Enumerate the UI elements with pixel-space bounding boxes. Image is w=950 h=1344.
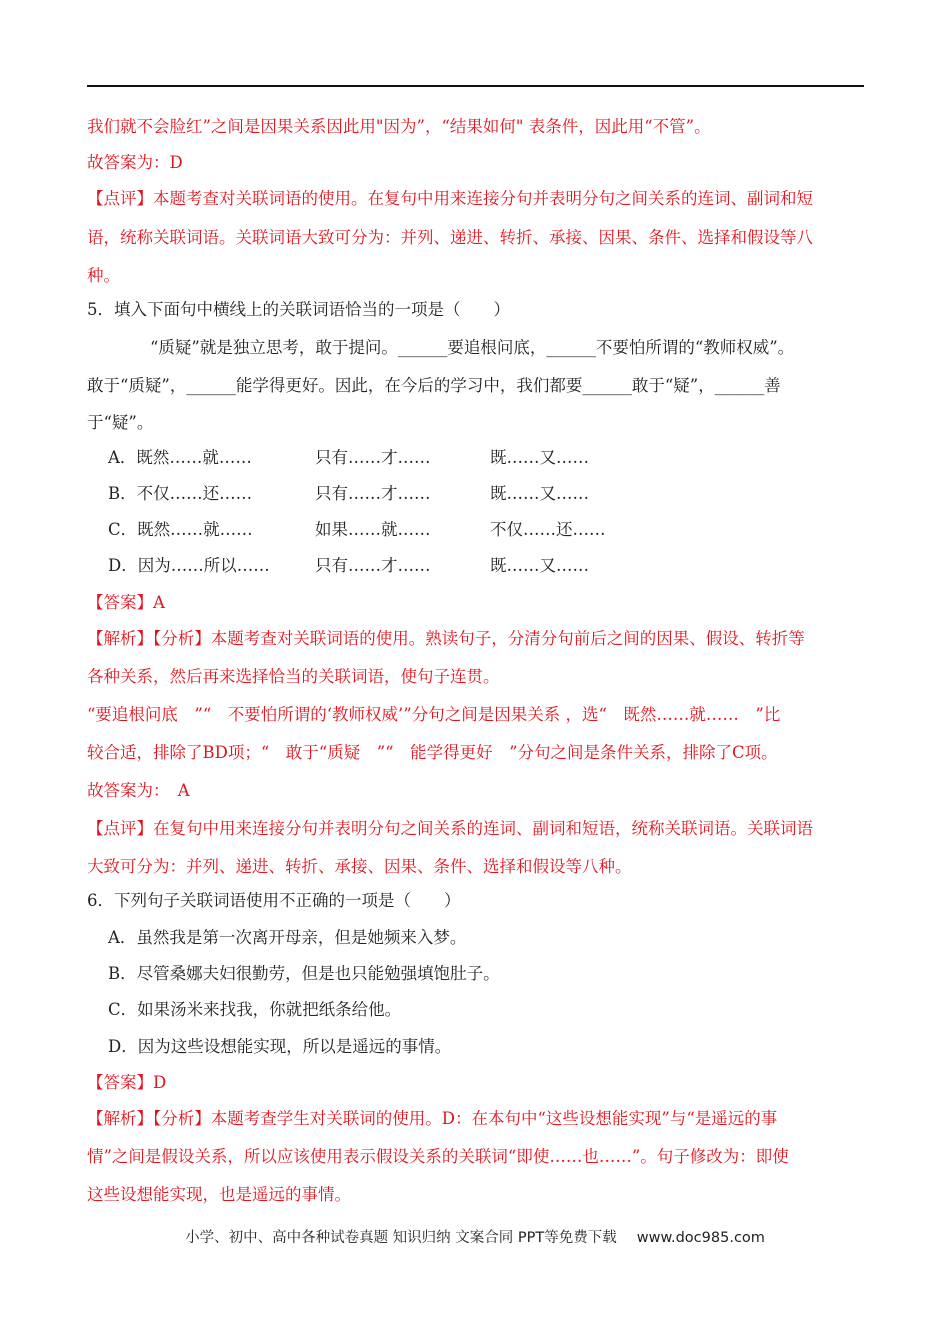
option-c: C．既然……就……: [108, 520, 253, 539]
comment-line: 【点评】在复句中用来连接分句并表明分句之间关系的连词、副词和短语，统称关联词语。关联词语: [87, 819, 813, 838]
analysis-line: 【解析】【分析】本题考查对关联词语的使用。熟读句子，分清分句前后之间的因果、假设、转折等: [87, 629, 805, 648]
option-d: D．因为这些设想能实现，所以是遥远的事情。: [108, 1037, 452, 1056]
option-c-third: 不仅……还……: [490, 520, 606, 539]
header-rule: [87, 85, 864, 87]
option-b: B．不仅……还……: [108, 484, 253, 503]
analysis-line: 较合适，排除了BD项；“ 敢于“质疑 ”“ 能学得更好 ”分句之间是条件关系，排除了C项。: [87, 743, 778, 762]
question-5-passage: 敢于“质疑”，______能学得更好。因此，在今后的学习中，我们都要______敢于“疑”，______善: [87, 376, 781, 395]
footer-text: 小学、初中、高中各种试卷真题 知识归纳 文案合同 PPT等免费下载: [185, 1230, 617, 1246]
analysis-line: “要追根问底 ”“ 不要怕所谓的‘教师权威’”分句之间是因果关系 ，选“ 既然……就…… ”比: [87, 705, 781, 724]
option-a: A．既然……就……: [108, 448, 252, 467]
question-6: 6．下列句子关联词语使用不正确的一项是（ ）: [87, 891, 461, 910]
option-a-third: 既……又……: [490, 448, 589, 467]
option-a: A．虽然我是第一次离开母亲，但是她频来入梦。: [108, 928, 467, 947]
answer-line: 【答案】D: [87, 1073, 167, 1092]
analysis-line: 【解析】【分析】本题考查学生对关联词的使用。D：在本句中“这些设想能实现”与“是遥远的事: [87, 1109, 778, 1128]
question-5-passage: 于“疑”。: [87, 413, 154, 432]
option-d: D．因为……所以……: [108, 556, 270, 575]
answer-line: 【答案】A: [87, 593, 165, 612]
option-c: C．如果汤米来找我，你就把纸条给他。: [108, 1000, 402, 1019]
analysis-line: 情”之间是假设关系，所以应该使用表示假设关系的关联词“即使……也……”。句子修改为：即使: [87, 1147, 789, 1166]
page-footer: [0, 1226, 950, 1247]
analysis-line: 这些设想能实现，也是遥远的事情。: [87, 1185, 351, 1204]
option-b-third: 既……又……: [490, 484, 589, 503]
option-b: B．尽管桑娜夫妇很勤劳，但是也只能勉强填饱肚子。: [108, 964, 500, 983]
answer-line: 故答案为： A: [87, 781, 190, 800]
option-d-third: 既……又……: [490, 556, 589, 575]
question-5: 5．填入下面句中横线上的关联词语恰当的一项是（ ）: [87, 300, 510, 319]
option-d-second: 只有……才……: [315, 556, 431, 575]
text-line: 我们就不会脸红”之间是因果关系因此用"因为”，“结果如何" 表条件，因此用“不管”。: [87, 117, 711, 136]
option-b-second: 只有……才……: [315, 484, 431, 503]
comment-line: 种。: [87, 266, 120, 285]
analysis-line: 各种关系，然后再来选择恰当的关联词语，使句子连贯。: [87, 667, 500, 686]
option-a-second: 只有……才……: [315, 448, 431, 467]
footer-url[interactable]: www.doc985.com: [636, 1230, 765, 1246]
comment-line: 【点评】本题考查对关联词语的使用。在复句中用来连接分句并表明分句之间关系的连词、副词和短: [87, 189, 813, 208]
answer-line: 故答案为：D: [87, 153, 183, 172]
comment-line: 大致可分为：并列、递进、转折、承接、因果、条件、选择和假设等八种。: [87, 857, 632, 876]
comment-line: 语，统称关联词语。关联词语大致可分为：并列、递进、转折、承接、因果、条件、选择和假设等八: [87, 228, 813, 247]
question-5-passage: “质疑”就是独立思考，敢于提问。______要追根问底，______不要怕所谓的“教师权威”。: [150, 338, 795, 357]
option-c-second: 如果……就……: [315, 520, 431, 539]
